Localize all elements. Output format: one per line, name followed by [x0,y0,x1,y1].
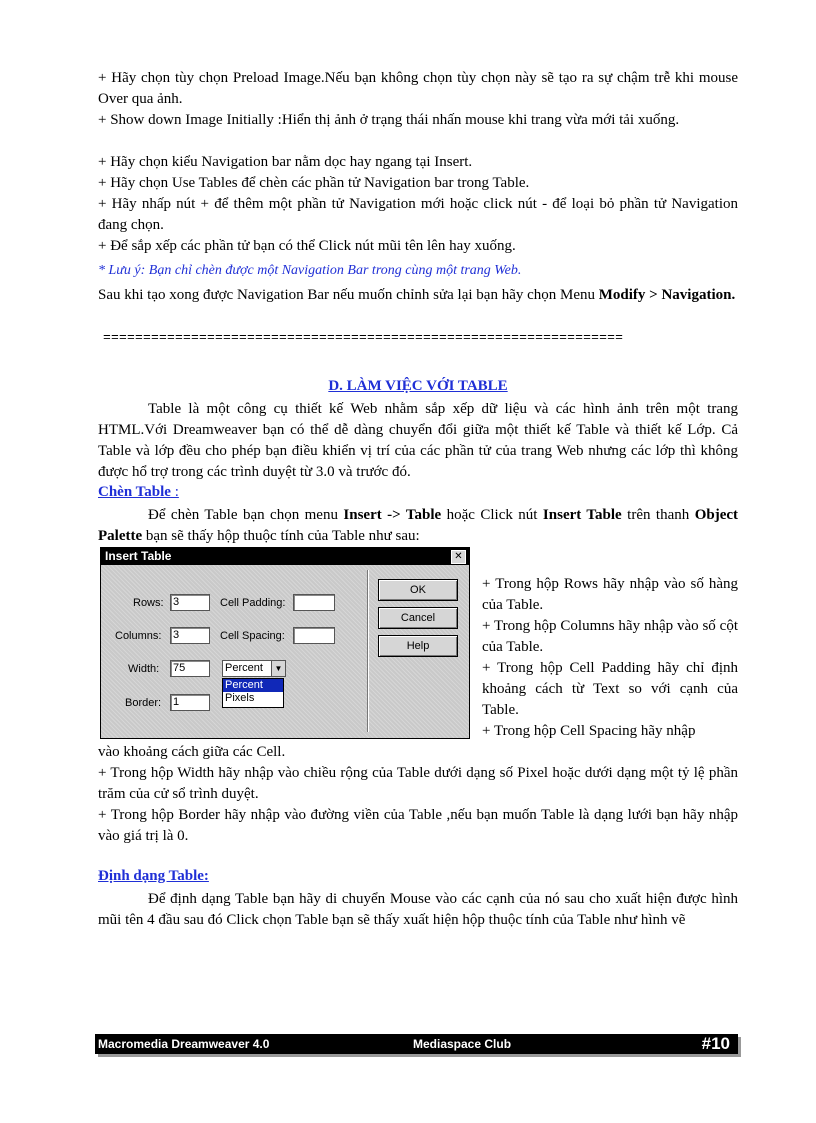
bullet-sort: + Để sắp xếp các phần tử bạn có thể Click nút mũi tên lên hay xuống. [98,238,516,254]
footer-product: Macromedia Dreamweaver 4.0 [98,1037,270,1051]
format-table-paragraph: Để định dạng Table bạn hãy di chuyển Mouse vào các cạnh của nó sau cho xuất hiện được hình mũi tên 4 đầu sau đó Click chọn Table bạn sẽ thấy xuất hiện hộp thuộc tính của Table như hình vẽ [98,891,738,928]
chevron-down-icon[interactable]: ▼ [271,661,285,676]
insert-table-paragraph [98,505,738,547]
menu-path: Insert -> Table [343,507,442,523]
dialog-separator [367,570,369,732]
bullet-border: + Trong hộp Border hãy nhập vào đường viền của Table ,nếu bạn muốn Table là dạng lưới bạn hãy nhập vào giá trị là 0. [98,807,738,844]
ok-button[interactable]: OK [378,579,458,601]
columns-input[interactable]: 3 [170,627,210,644]
text: trên thanh [621,507,695,523]
format-table-heading[interactable]: Định dạng Table: [98,868,209,884]
option-pixels[interactable]: Pixels [225,692,255,704]
close-icon[interactable]: ✕ [451,550,466,564]
insert-table-link[interactable]: Chèn Table [98,484,171,500]
button-name: Insert Table [542,507,622,523]
option-percent[interactable]: Percent [223,679,283,692]
cell-padding-input[interactable] [293,594,335,611]
bullet-preload-image: + Hãy chọn tùy chọn Preload Image.Nếu bạn không chọn tùy chọn này sẽ tạo ra sự chậm trễ khi mouse Over qua ảnh. [98,70,738,107]
cell-spacing-input[interactable] [293,627,335,644]
page-number: #10 [701,1034,730,1053]
cell-padding-label: Cell Padding: [220,597,286,609]
section-paragraph: Table là một công cụ thiết kế Web nhằm sắp xếp dữ liệu và các hình ảnh trên một trang HTML.Với Dreamweaver bạn có thể dễ dàng chuyển đổi giữa một thiết kế Table và thiết kế Lớp. Cả Table và lớp đều cho phép bạn điều khiển vị trí của các phần tử của trang Web nhưng các lớp thì không được hổ trợ trong các trình duyệt từ 3.0 và trước đó. [98,401,738,480]
width-unit-dropdown [222,678,284,708]
footer-shadow [98,1054,741,1057]
bullet-add-remove: + Hãy nhấp nút + để thêm một phần tử Navigation mới hoặc click nút - để loại bỏ phần tử Navigation đang chọn. [98,196,738,233]
dialog-side-description: + Trong hộp Rows hãy nhập vào số hàng của Table. + Trong hộp Columns hãy nhập vào số cột của Table. + Trong hộp Cell Padding hãy chỉ định khoảng cách từ Text so với cạnh của Table. + Trong hộp Cell Spacing hãy nhập [482,576,738,739]
dialog-title: Insert Table [105,549,172,563]
modify-paragraph [98,285,738,306]
modify-text: Sau khi tạo xong được Navigation Bar nếu muốn chỉnh sửa lại bạn hãy chọn Menu [98,287,599,303]
insert-table-colon: : [170,484,179,500]
modify-menu: Modify > Navigation. [598,287,736,303]
insert-table-dialog [100,547,470,739]
cancel-button[interactable]: Cancel [378,607,458,629]
cell-spacing-continuation: vào khoảng cách giữa các Cell. [98,744,286,760]
bullet-show-down-image: + Show down Image Initially :Hiển thị ảnh ở trạng thái nhấn mouse khi trang vừa mới tải xuống. [98,112,680,128]
width-unit-value: Percent [225,662,263,674]
insert-table-heading [98,484,179,501]
dialog-title-bar[interactable] [101,548,469,565]
palette-name: Object Palette [98,507,739,544]
text: hoặc Click nút [441,507,543,523]
border-label: Border: [125,697,162,709]
footer-shadow [738,1037,741,1057]
bullet-width: + Trong hộp Width hãy nhập vào chiều rộng của Table dưới dạng số Pixel hoặc dưới dạng một tỷ lệ phần trăm của cử sổ trình duyệt. [98,765,738,802]
columns-label: Columns: [115,630,162,642]
bullet-navigation-orientation: + Hãy chọn kiểu Navigation bar nằm dọc hay ngang tại Insert. [98,154,473,170]
width-unit-select[interactable] [222,660,286,677]
rows-input[interactable]: 3 [170,594,210,611]
help-button[interactable]: Help [378,635,458,657]
text: Để chèn Table bạn chọn menu [148,507,344,523]
text: bạn sẽ thấy hộp thuộc tính của Table như sau: [142,528,420,544]
note: * Lưu ý: Bạn chỉ chèn được một Navigation Bar trong cùng một trang Web. [98,263,522,278]
bullet-use-tables: + Hãy chọn Use Tables để chèn các phần tử Navigation bar trong Table. [98,175,530,191]
cell-spacing-label: Cell Spacing: [220,630,285,642]
section-title[interactable]: D. LÀM VIỆC VỚI TABLE [328,378,508,394]
separator-rule: ================================================================= [103,330,624,345]
width-input[interactable]: 75 [170,660,210,677]
rows-label: Rows: [133,597,164,609]
page-footer [95,1034,738,1054]
footer-club: Mediaspace Club [413,1037,512,1051]
border-input[interactable]: 1 [170,694,210,711]
width-label: Width: [128,663,160,675]
